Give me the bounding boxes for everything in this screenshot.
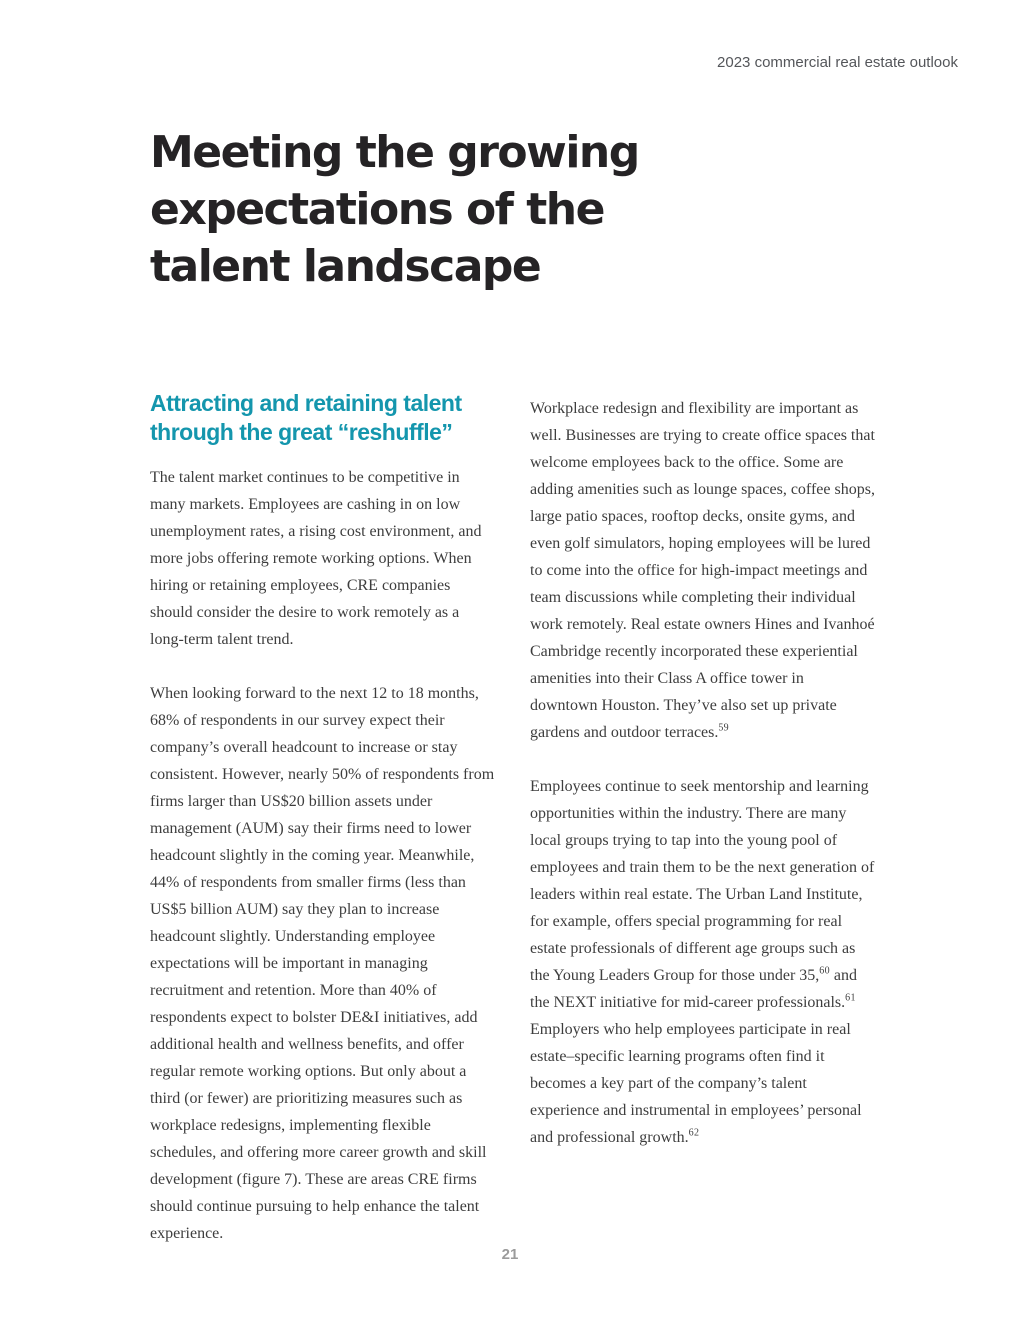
endnote-ref: 60 <box>819 965 830 977</box>
body-paragraph: Workplace redesign and flexibility are important as well. Businesses are trying to create office spaces that welcome employees back to the office. Some are adding amenities such as lounge spaces, coffee shops, large patio spaces, rooftop decks, onsite gyms, and even golf simulators, hoping employees will be lured to come into the office for high-impact meetings and team discussions while completing their individual work remotely. Real estate owners Hines and Ivanhoé Cambridge recently incorporated these experiential amenities into their Class A office tower in downtown Houston. They’ve also set up private gardens and outdoor terraces.$^{59}$ <box>530 400 875 741</box>
right-column <box>530 395 875 1178</box>
endnote-ref: 61 <box>845 992 856 1004</box>
section-heading <box>150 389 462 447</box>
endnote-ref: 62 <box>688 1127 700 1139</box>
section-heading-line: through the great “reshuffle” <box>150 419 453 445</box>
page-title-line: talent landscape <box>150 241 541 292</box>
section-heading-line: Attracting and retaining talent <box>150 390 462 416</box>
page-number: 21 <box>501 1246 519 1263</box>
page-title-line: Meeting the growing <box>150 127 639 178</box>
page-title-line: expectations of the <box>150 184 604 235</box>
body-paragraph: Employees continue to seek mentorship and learning opportunities within the industry. There are many local groups trying to tap into the young pool of employees and train them to be the next generation of leaders within real estate. The Urban Land Institute, for example, offers special programming for real estate professionals of different age groups such as the Young Leaders Group for those under 35,60 and the NEXT initiative for mid-career professionals.$^{61}$ Employers who help employees participate in real estate–specific learning programs often find it becomes a key part of the company’s talent experience and instrumental in employees’ personal and professional growth.$^{62}$ <box>530 778 875 1146</box>
body-paragraph: The talent market continues to be competitive in many markets. Employees are cashing in on low unemployment rates, a rising cost environment, and more jobs offering remote working options. When hiring or retaining employees, CRE companies should consider the desire to work remotely as a long-term talent trend. <box>150 469 482 648</box>
left-column <box>150 464 495 1274</box>
endnote-ref: 59 <box>718 722 729 734</box>
body-paragraph: When looking forward to the next 12 to 18 months, 68% of respondents in our survey expect their company’s overall headcount to increase or stay consistent. However, nearly 50% of respondents from firms larger than US$20 billion assets under management (AUM) say their firms need to lower headcount slightly in the coming year. Meanwhile, 44% of respondents from smaller firms (less than US$5 billion AUM) say they plan to increase headcount slightly. Understanding employee expectations will be important in managing recruitment and retention. More than 40% of respondents expect to bolster DE&I initiatives, add additional health and wellness benefits, and offer regular remote working options. But only about a third (or fewer) are prioritizing measures such as workplace redesigns, implementing flexible schedules, and offering more career growth and skill development (figure 7). These are areas CRE firms should continue pursuing to help enhance the talent experience. <box>150 685 495 1242</box>
running-header: 2023 commercial real estate outlook <box>717 54 958 71</box>
page-title <box>150 124 639 295</box>
